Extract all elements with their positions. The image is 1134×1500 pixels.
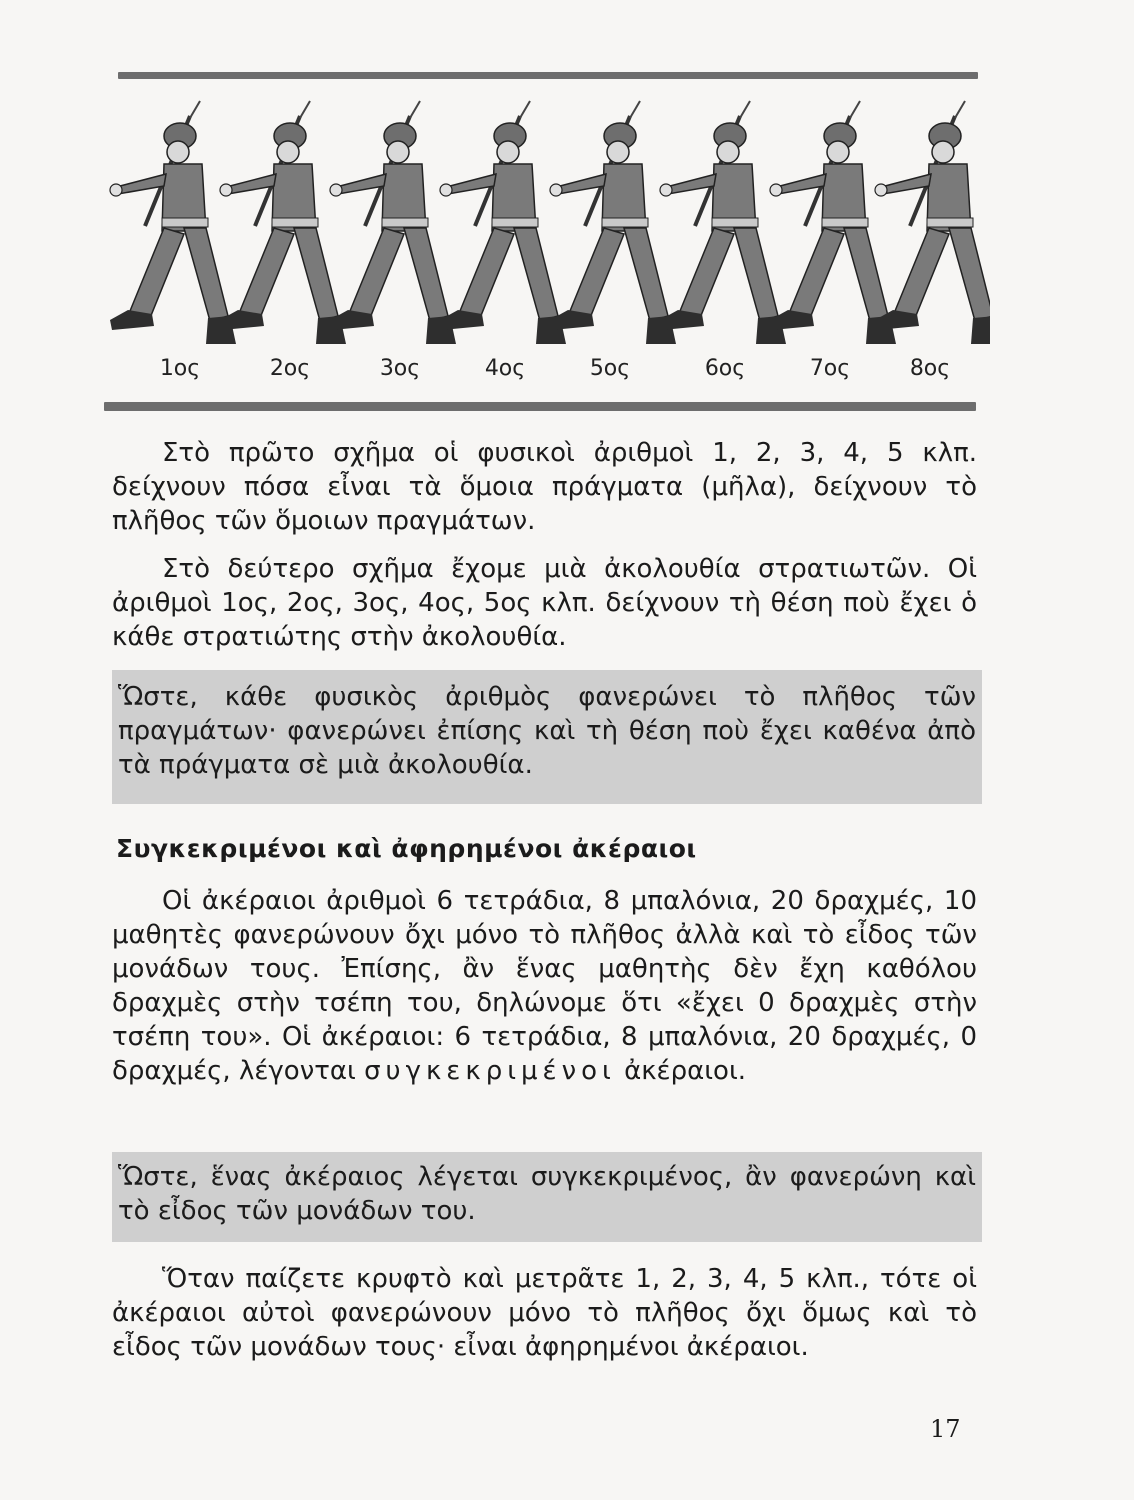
paragraph-abstract-integers: Ὅταν παίζετε κρυφτὸ καὶ μετρᾶτε 1, 2, 3, 4, 5 κλπ., τότε οἱ ἀκέραιοι αὐτοὶ φανερώνουν μόνο τὸ πλῆθος ὄχι ὅμως καὶ τὸ εἶδος τῶν μονάδων τους· εἶναι ἀφηρημένοι ἀκέραιοι. xyxy=(112,1264,977,1362)
soldier-7 xyxy=(770,101,896,344)
section-heading: Συγκεκριμένοι καὶ ἀφηρημένοι ἀκέραιοι xyxy=(116,834,697,863)
paragraph-concrete-integers-end: ἀκέραιοι. xyxy=(624,1056,747,1086)
soldier-8 xyxy=(875,101,990,344)
ordinal-1: 1ος xyxy=(159,356,201,381)
ordinal-2: 2ος xyxy=(269,356,311,381)
ordinal-8: 8ος xyxy=(909,356,951,381)
soldier-6 xyxy=(660,101,786,344)
term-concrete: συγκεκριμένοι xyxy=(364,1056,616,1086)
ordinal-6: 6ος xyxy=(704,356,746,381)
soldier-2 xyxy=(220,101,346,344)
conclusion-concrete-integer: Ὥστε, ἕνας ἀκέραιος λέγεται συγκεκριμένος, ἂν φανερώνη καὶ τὸ εἶδος τῶν μονάδων του. xyxy=(118,1162,976,1226)
soldier-5 xyxy=(550,101,676,344)
top-rule xyxy=(118,72,978,79)
paragraph-second-figure: Στὸ δεύτερο σχῆμα ἔχομε μιὰ ἀκολουθία στρατιωτῶν. Οἱ ἀριθμοὶ 1ος, 2ος, 3ος, 4ος, 5ος κλπ. δείχνουν τὴ θέση ποὺ ἔχει ὁ κάθε στρατιώτης στὴν ἀκολουθία. xyxy=(112,554,977,652)
conclusion-natural-numbers: Ὥστε, κάθε φυσικὸς ἀριθμὸς φανερώνει τὸ πλῆθος τῶν πραγμάτων· φανερώνει ἐπίσης καὶ τὴ θέση ποὺ ἔχει καθένα ἀπὸ τὰ πράγματα σὲ μιὰ ἀκολουθία. xyxy=(118,682,976,780)
marching-soldiers-illustration xyxy=(100,84,990,364)
paragraph-concrete-integers-text: Οἱ ἀκέραιοι ἀριθμοὶ 6 τετράδια, 8 μπαλόνια, 20 δραχμές, 10 μαθητὲς φανερώνουν ὄχι μόνο τὸ πλῆθος ἀλλὰ καὶ τὸ εἶδος τῶν μονάδων τους. Ἐπίσης, ἂν ἕνας μαθητὴς δὲν ἔχη καθόλου δραχμὲς στὴν τσέπη του, δηλώνομε ὅτι «ἔχει 0 δραχμὲς στὴν τσέπη του». Οἱ ἀκέραιοι: 6 τετράδια, 8 μπαλόνια, 20 δραχμές, 0 δραχμές, λέγονται xyxy=(112,886,977,1086)
page-number: 17 xyxy=(930,1415,961,1443)
ordinal-7: 7ος xyxy=(809,356,851,381)
paragraph-concrete-integers xyxy=(112,884,977,1088)
soldier-ordinals xyxy=(100,356,990,396)
soldier-4 xyxy=(440,101,566,344)
ordinal-3: 3ος xyxy=(379,356,421,381)
paragraph-first-figure: Στὸ πρῶτο σχῆμα οἱ φυσικοὶ ἀριθμοὶ 1, 2, 3, 4, 5 κλπ. δείχνουν πόσα εἶναι τὰ ὅμοια πράγματα (μῆλα), δείχνουν τὸ πλῆθος τῶν ὅμοιων πραγμάτων. xyxy=(112,438,977,536)
ordinal-4: 4ος xyxy=(484,356,526,381)
soldier-3 xyxy=(330,101,456,344)
bottom-rule xyxy=(104,402,976,411)
ordinal-5: 5ος xyxy=(589,356,631,381)
soldier-1 xyxy=(110,101,236,344)
